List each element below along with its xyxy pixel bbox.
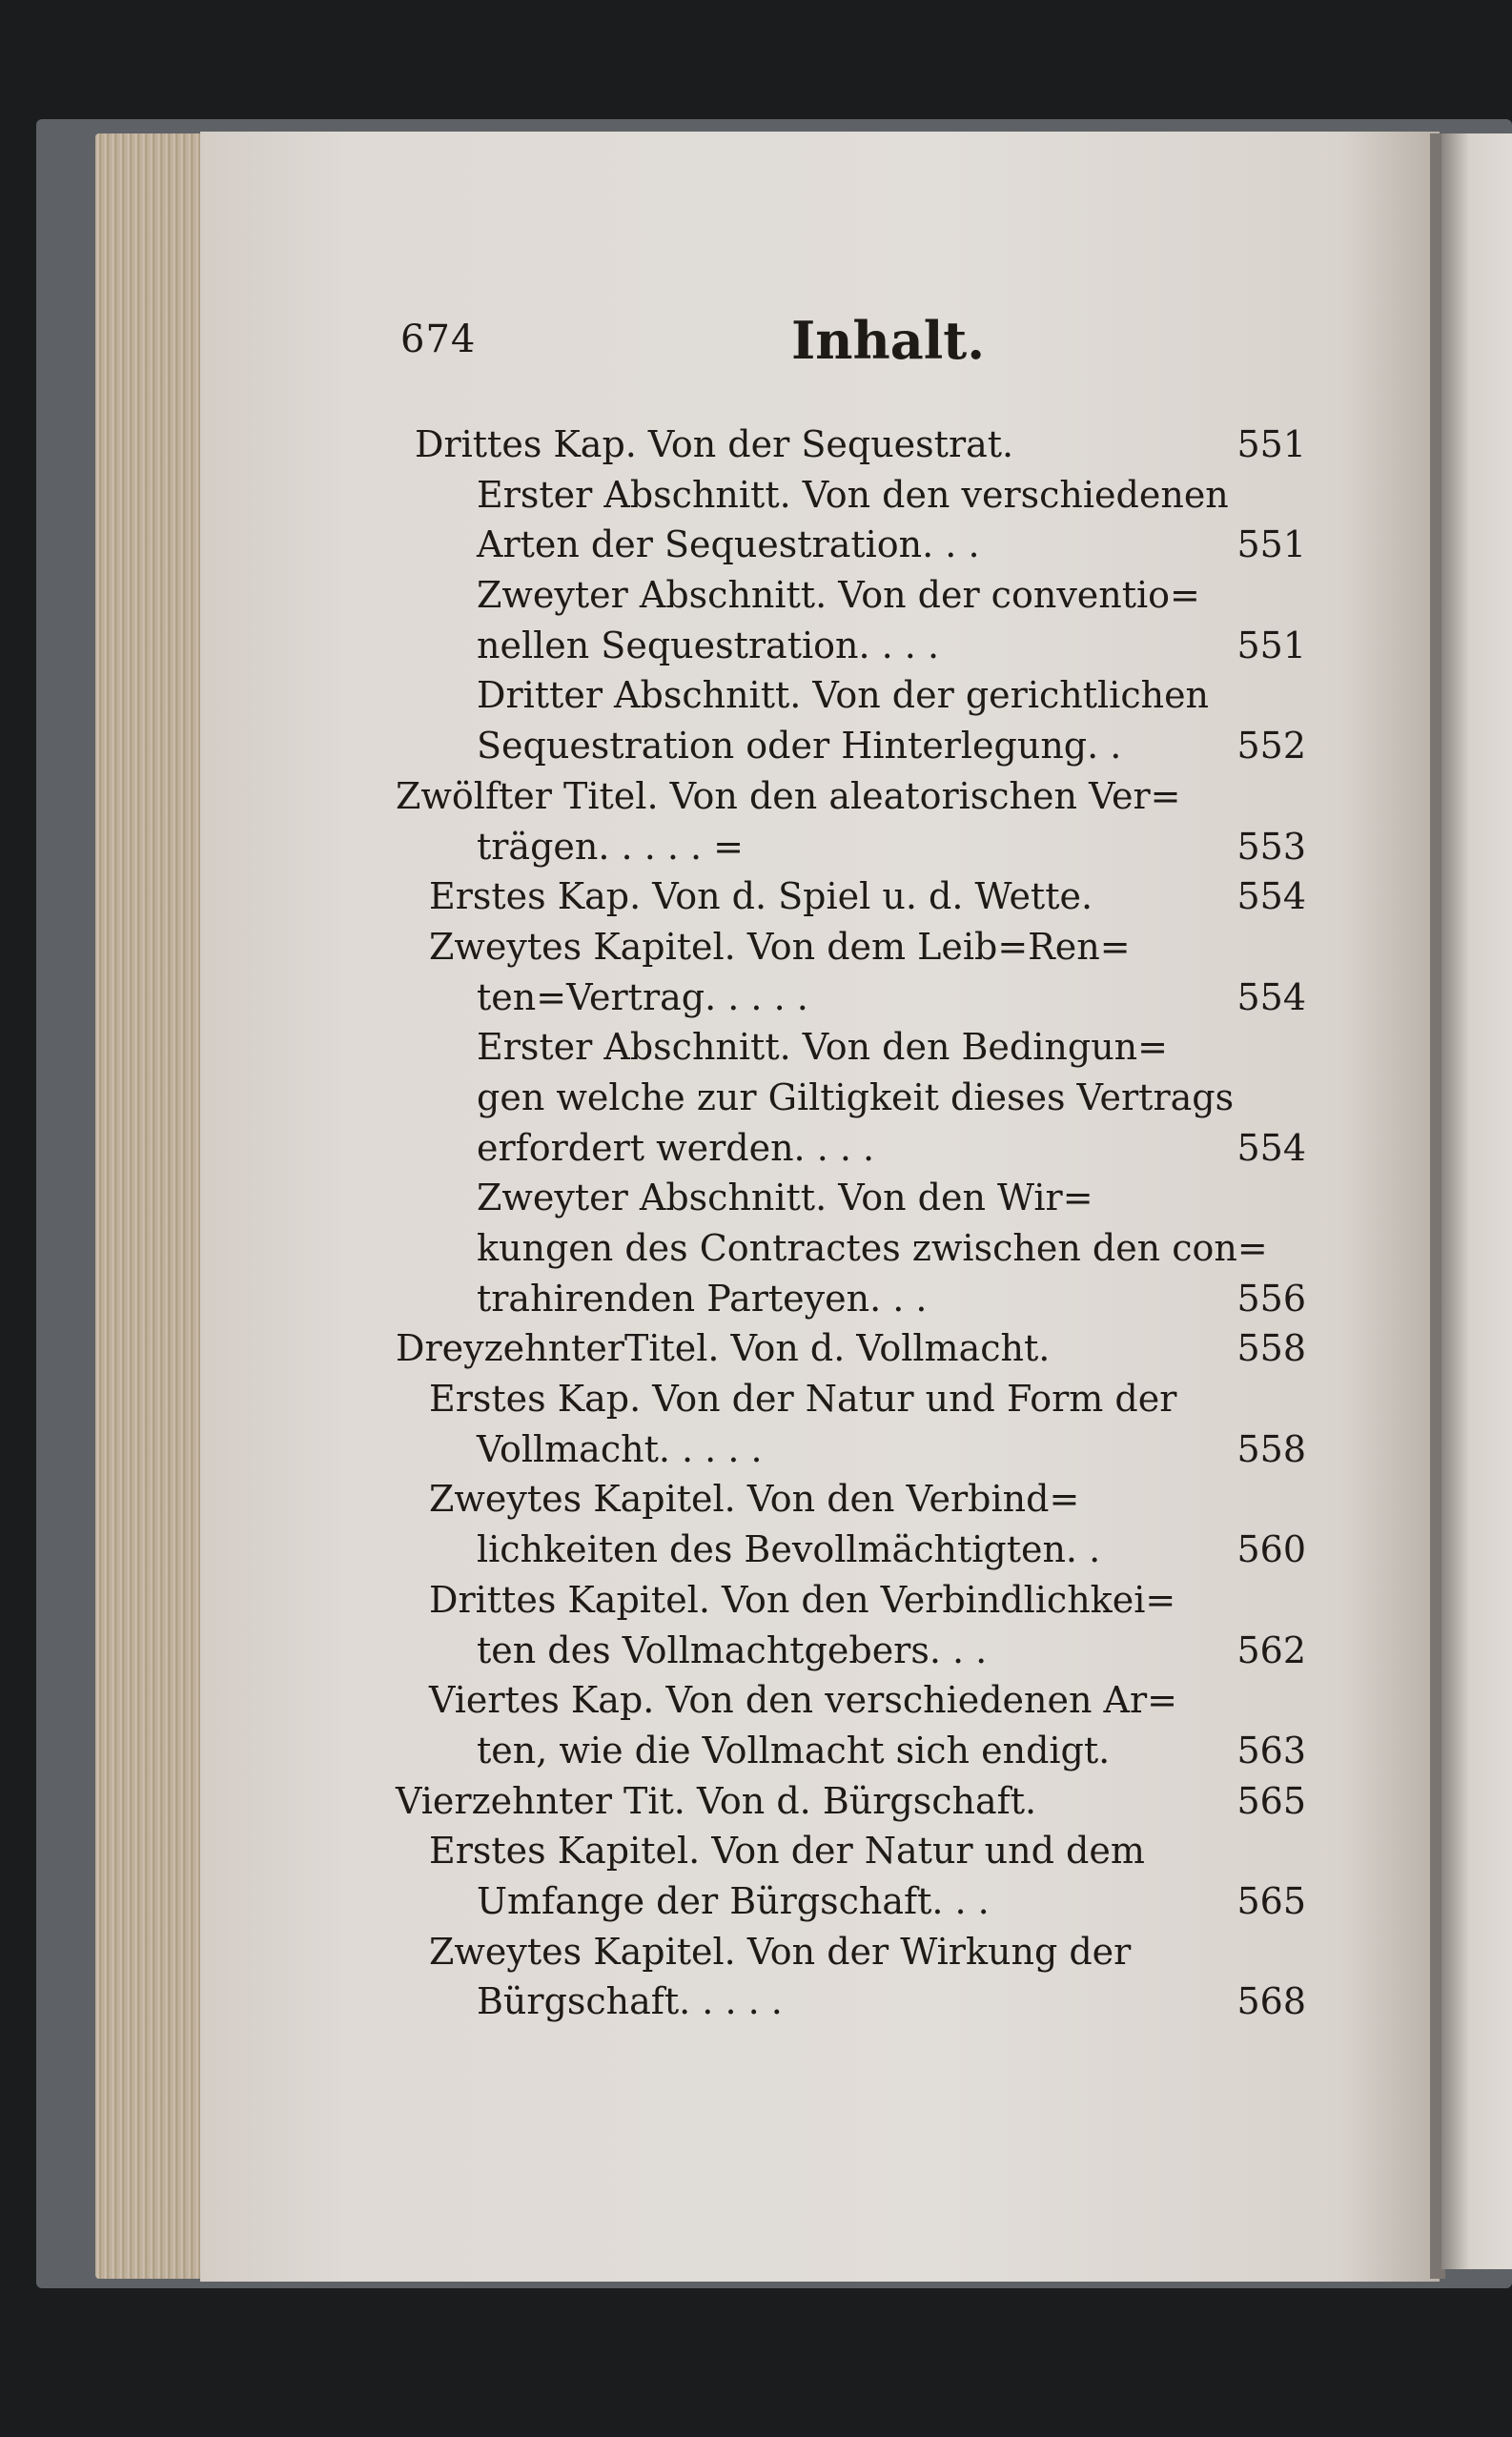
toc-entry-text: Dritter Abschnitt. Von der gerichtlichen <box>477 674 1210 717</box>
toc-entry-text: Zweytes Kapitel. Von dem Leib=Ren= <box>429 925 1131 968</box>
toc-entry-page: 554 <box>1236 975 1306 1018</box>
toc-entry <box>396 1274 1306 1324</box>
page-number: 674 <box>400 317 477 361</box>
toc-entry <box>396 1474 1306 1525</box>
toc-entry-page: 551 <box>1236 523 1306 566</box>
toc-entry-page: 563 <box>1236 1729 1306 1771</box>
toc-entry-text: Sequestration oder Hinterlegung. . <box>477 725 1122 768</box>
facing-page <box>1441 133 1512 2269</box>
toc-entry-text: kungen des Contractes zwischen den con= <box>477 1227 1268 1269</box>
toc-entry <box>396 1626 1306 1676</box>
toc-entry-text: Erster Abschnitt. Von den Bedingun= <box>477 1026 1168 1069</box>
toc-entry <box>396 922 1306 973</box>
toc-entry <box>396 1525 1306 1575</box>
toc-entry-text: Erstes Kap. Von der Natur und Form der <box>429 1378 1177 1421</box>
toc-entry <box>396 570 1306 621</box>
toc-entry <box>396 520 1306 570</box>
toc-entry <box>396 1323 1306 1374</box>
table-of-contents <box>396 420 1306 2027</box>
toc-entry-text: nellen Sequestration. . . . <box>477 624 940 666</box>
page-edges <box>95 133 205 2279</box>
toc-entry-text: Zwölfter Titel. Von den aleatorischen Ver= <box>396 774 1181 817</box>
toc-entry-page: 560 <box>1236 1528 1306 1571</box>
toc-entry-text: Erstes Kapitel. Von der Natur und dem <box>429 1830 1145 1873</box>
toc-entry-page: 562 <box>1236 1628 1306 1671</box>
toc-entry-text: Zweyter Abschnitt. Von den Wir= <box>477 1177 1093 1219</box>
toc-entry-text: trägen. . . . . = <box>477 825 745 868</box>
toc-entry <box>396 1424 1306 1475</box>
toc-entry-page: 554 <box>1236 875 1306 918</box>
page-header <box>400 310 1316 386</box>
toc-entry-page: 554 <box>1236 1126 1306 1169</box>
toc-entry <box>396 1675 1306 1726</box>
toc-entry <box>396 1374 1306 1424</box>
toc-entry <box>396 1927 1306 1977</box>
toc-entry <box>396 470 1306 521</box>
toc-entry-page: 552 <box>1236 725 1306 768</box>
toc-entry <box>396 721 1306 771</box>
toc-entry-text: erfordert werden. . . . <box>477 1126 875 1169</box>
toc-entry-text: ten=Vertrag. . . . . <box>477 975 808 1018</box>
toc-entry <box>396 1173 1306 1223</box>
toc-entry-page: 568 <box>1236 1980 1306 2023</box>
toc-entry-text: Arten der Sequestration. . . <box>477 523 980 566</box>
toc-entry-text: Zweytes Kapitel. Von der Wirkung der <box>429 1930 1132 1973</box>
toc-entry <box>396 871 1306 922</box>
toc-entry <box>396 1223 1306 1274</box>
toc-entry <box>396 1976 1306 2027</box>
toc-entry-text: Vierzehnter Tit. Von d. Bürgschaft. <box>396 1779 1037 1822</box>
toc-entry <box>396 670 1306 721</box>
toc-entry <box>396 822 1306 872</box>
toc-entry-text: gen welche zur Giltigkeit dieses Vertrags <box>477 1075 1235 1118</box>
toc-entry-text: Vollmacht. . . . . <box>477 1427 763 1470</box>
toc-entry <box>396 1726 1306 1776</box>
toc-entry <box>396 771 1306 822</box>
toc-entry <box>396 1575 1306 1626</box>
toc-entry-page: 553 <box>1236 825 1306 868</box>
page-title: Inhalt. <box>791 310 986 371</box>
toc-entry-text: Umfange der Bürgschaft. . . <box>477 1879 990 1922</box>
toc-entry-text: Zweytes Kapitel. Von den Verbind= <box>429 1478 1080 1521</box>
toc-entry-text: lichkeiten des Bevollmächtigten. . <box>477 1528 1101 1571</box>
toc-entry-text: Erstes Kap. Von d. Spiel u. d. Wette. <box>429 875 1093 918</box>
toc-entry <box>396 1776 1306 1827</box>
toc-entry-text: Drittes Kap. Von der Sequestrat. <box>415 423 1014 465</box>
toc-entry-page: 558 <box>1236 1327 1306 1370</box>
toc-entry-text: Viertes Kap. Von den verschiedenen Ar= <box>429 1679 1177 1722</box>
toc-entry <box>396 1022 1306 1073</box>
toc-entry-page: 551 <box>1236 624 1306 666</box>
toc-entry <box>396 1876 1306 1927</box>
toc-entry-page: 565 <box>1236 1779 1306 1822</box>
toc-entry-text: ten, wie die Vollmacht sich endigt. <box>477 1729 1111 1771</box>
toc-entry-page: 565 <box>1236 1879 1306 1922</box>
toc-entry <box>396 1073 1306 1123</box>
toc-entry <box>396 621 1306 671</box>
toc-entry-text: Erster Abschnitt. Von den verschiedenen <box>477 473 1229 516</box>
toc-entry-text: Bürgschaft. . . . . <box>477 1980 783 2023</box>
toc-entry-page: 558 <box>1236 1427 1306 1470</box>
toc-entry-page: 556 <box>1236 1277 1306 1320</box>
toc-entry-page: 551 <box>1236 423 1306 465</box>
toc-entry <box>396 973 1306 1023</box>
toc-entry-text: DreyzehnterTitel. Von d. Vollmacht. <box>396 1327 1051 1370</box>
toc-entry-text: ten des Vollmachtgebers. . . <box>477 1628 988 1671</box>
toc-entry-text: Drittes Kapitel. Von den Verbindlichkei= <box>429 1578 1176 1621</box>
toc-entry-text: Zweyter Abschnitt. Von der conventio= <box>477 574 1200 617</box>
toc-entry <box>396 1826 1306 1876</box>
toc-entry <box>396 1123 1306 1174</box>
toc-entry <box>396 420 1306 470</box>
toc-entry-text: trahirenden Parteyen. . . <box>477 1277 928 1320</box>
